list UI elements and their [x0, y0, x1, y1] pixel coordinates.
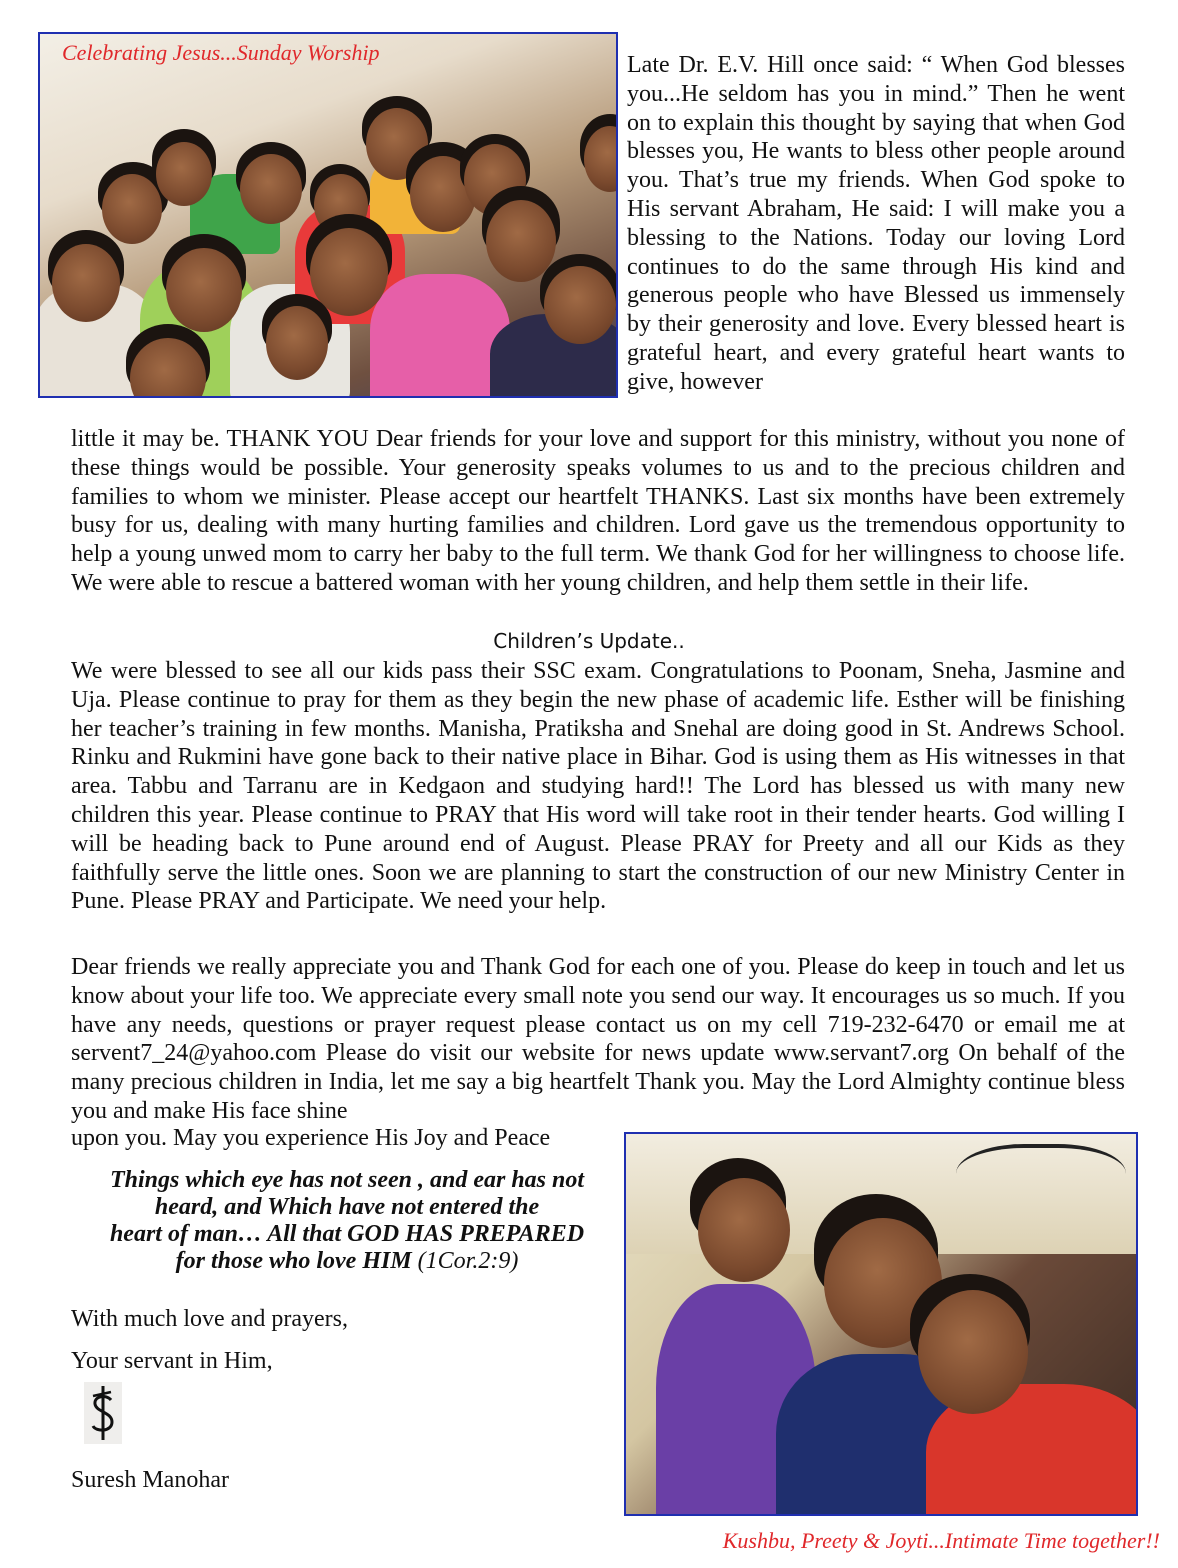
- photo-caption-bottom: Kushbu, Preety & Joyti...Intimate Time together!!: [722, 1528, 1160, 1553]
- signature-glyph-icon: [84, 1382, 122, 1444]
- children-update-paragraph: We were blessed to see all our kids pass their SSC exam. Congratulations to Poonam, Sneha, Jasmine and Uja. Please continue to pray for them as they begin the new phase of academic life. Esther will be finishing her teacher’s training in few months. Manisha, Pratiksha and Snehal are doing good in St. Andrews School. Rinku and Rukmini have gone back to their native place in Bihar. God is using them as His witnesses in that area. Tabbu and Tarranu are in Kedgaon and studying hard!! The Lord has blessed us with many new children this year. Please continue to PRAY that His word will take root in their tender hearts. God willing I will be heading back to Pune around end of August. Please PRAY for Preety and all our Kids as they faithfully serve the little ones. Soon we are planning to start the construction of our new Ministry Center in Pune. Please PRAY and Participate. We need your help.: [71, 658, 1125, 915]
- verse-line-4-text: for those who love HIM: [175, 1248, 412, 1274]
- signature-mark: [84, 1382, 122, 1444]
- verse-line-1: Things which eye has not seen , and ear has not: [109, 1167, 585, 1193]
- verse-line-4: [71, 1248, 623, 1275]
- verse-reference: (1Cor.2:9): [411, 1248, 519, 1274]
- closing-paragraph: Dear friends we really appreciate you and Thank God for each one of you. Please do keep in touch and let us know about your life too. We appreciate every small note you send our way. It encourages us so much. If you have any needs, questions or prayer request please contact us on my cell 719-232-6470 or email me at servent7_24@yahoo.com Please do visit our website for news update www.servant7.org On behalf of the many precious children in India, let me say a big heartfelt Thank you. May the Lord Almighty continue bless you and make His face shine: [71, 954, 1125, 1124]
- sign-off-line-1: With much love and prayers,: [71, 1306, 348, 1332]
- photo-kushbu-preety-joyti: [624, 1132, 1138, 1516]
- verse-line-2: heard, and Which have not entered the: [154, 1194, 540, 1220]
- closing-last-line: upon you. May you experience His Joy and Peace: [71, 1125, 551, 1151]
- intro-paragraph-wrapped: Late Dr. E.V. Hill once said: “ When God blesses you...He seldom has you in mind.” Then he went on to explain this thought by saying that when God blesses you, He wants to bless other people around you. That’s true my friends. When God spoke to His servant Abraham, He said: I will make you a blessing to the Nations. Today our loving Lord continues to do the same through His kind and generous people who have Blessed us immensely by their generosity and love. Every blessed heart is grateful heart, and every grateful heart wants to give, however: [627, 52, 1125, 395]
- intro-paragraph-continued: little it may be. THANK YOU Dear friends for your love and support for this ministry, without you none of these things would be possible. Your generosity speaks volumes to us and to the precious children and families to whom we minister. Please accept our heartfelt THANKS. Last six months have been extremely busy for us, dealing with many hurting families and children. Lord gave us the tremendous opportunity to help a young unwed mom to carry her baby to the full term. We thank God for her willingness to choose life. We were able to rescue a battered woman with her young children, and help them settle in their life.: [71, 426, 1125, 596]
- photo-caption-top: Celebrating Jesus...Sunday Worship: [62, 40, 380, 65]
- signature-name: Suresh Manohar: [71, 1467, 229, 1493]
- sign-off-line-2: Your servant in Him,: [71, 1348, 273, 1374]
- section-heading-children-update: Children’s Update..: [493, 629, 685, 653]
- photo-sunday-worship: [38, 32, 618, 398]
- scripture-verse: [71, 1167, 623, 1275]
- verse-line-3: heart of man… All that GOD HAS PREPARED: [109, 1221, 585, 1247]
